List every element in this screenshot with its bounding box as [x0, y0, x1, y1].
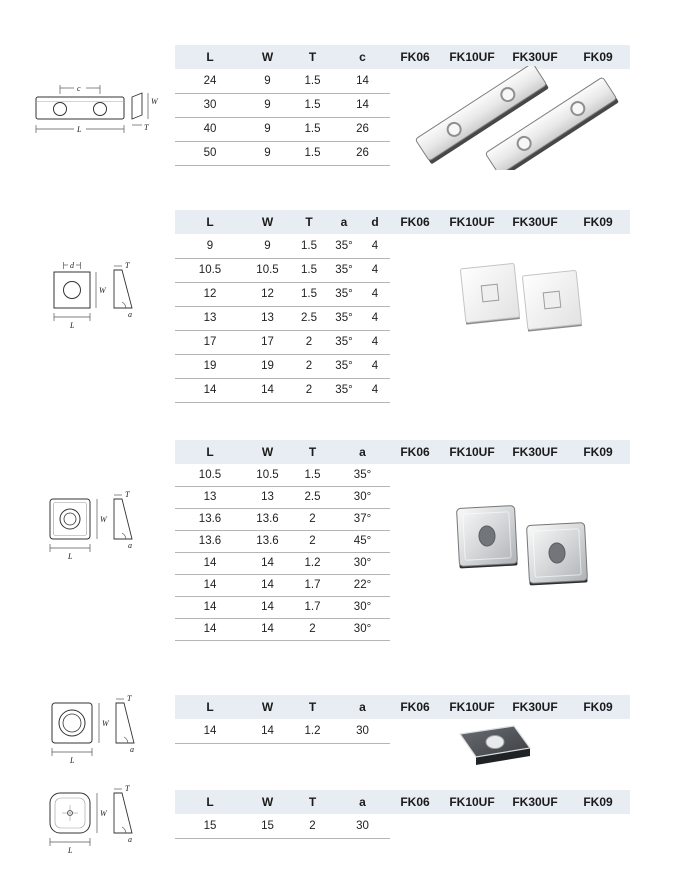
table-row	[175, 464, 630, 486]
grade-header: FK09	[566, 790, 630, 814]
dimension-cell: 12	[245, 282, 290, 306]
dimension-cell: 2	[290, 330, 328, 354]
grade-header: FK06	[390, 45, 440, 69]
dimension-cell: 2	[290, 508, 335, 530]
dim-label-d: d	[70, 261, 74, 270]
dimension-cell: 10.5	[245, 258, 290, 282]
row-spacer	[390, 814, 630, 838]
dim-label-t: T	[144, 123, 149, 132]
dimension-cell: 13	[175, 306, 245, 330]
grade-header: FK30UF	[504, 45, 566, 69]
dimension-cell: 26	[335, 117, 390, 141]
dimension-cell: 2.5	[290, 486, 335, 508]
dimension-cell: 1.2	[290, 719, 335, 743]
insert-drawing-square-large-bore	[46, 691, 146, 770]
technical-drawing-icon	[44, 781, 144, 855]
column-header: a	[335, 790, 390, 814]
dimension-cell: 4	[360, 378, 390, 402]
dimension-cell: 10.5	[175, 464, 245, 486]
product-photo-dark-insert	[452, 718, 547, 779]
dimension-cell: 1.5	[290, 141, 335, 165]
dim-label-t: T	[125, 490, 130, 499]
dimension-cell: 1.5	[290, 282, 328, 306]
dimension-cell: 14	[245, 574, 290, 596]
column-header: T	[290, 210, 328, 234]
dimension-cell: 9	[175, 234, 245, 258]
dimension-cell: 2	[290, 530, 335, 552]
dim-label-l: L	[68, 846, 73, 855]
dimension-cell: 37°	[335, 508, 390, 530]
dimension-cell: 13.6	[245, 508, 290, 530]
grade-header: FK06	[390, 210, 440, 234]
row-spacer	[390, 378, 630, 402]
dimension-cell: 30	[335, 814, 390, 838]
dimension-cell: 14	[175, 574, 245, 596]
grade-header: FK10UF	[440, 790, 504, 814]
dimension-cell: 9	[245, 93, 290, 117]
dim-label-l: L	[70, 756, 75, 765]
column-header: W	[245, 210, 290, 234]
column-header: c	[335, 45, 390, 69]
dimension-cell: 35°	[328, 234, 360, 258]
dimension-cell: 1.2	[290, 552, 335, 574]
column-header: L	[175, 790, 245, 814]
dimension-cell: 10.5	[245, 464, 290, 486]
dimension-cell: 4	[360, 258, 390, 282]
technical-drawing-icon	[30, 80, 164, 140]
product-photo-square-inserts	[448, 253, 603, 346]
dimension-cell: 35°	[328, 306, 360, 330]
dimension-cell: 24	[175, 69, 245, 93]
dim-label-l: L	[70, 321, 75, 330]
dimension-cell: 13.6	[245, 530, 290, 552]
column-header: T	[290, 790, 335, 814]
technical-drawing-icon	[48, 256, 148, 336]
dim-label-w: W	[151, 97, 158, 106]
dimension-cell: 9	[245, 234, 290, 258]
dimension-cell: 30°	[335, 596, 390, 618]
dimension-cell: 4	[360, 234, 390, 258]
column-header: W	[245, 695, 290, 719]
dimension-cell: 4	[360, 306, 390, 330]
dimension-cell: 1.7	[290, 596, 335, 618]
column-header: W	[245, 440, 290, 464]
column-header: W	[245, 790, 290, 814]
dimension-cell: 1.5	[290, 69, 335, 93]
grade-header: FK10UF	[440, 440, 504, 464]
dimension-cell: 13.6	[175, 508, 245, 530]
grade-header: FK10UF	[440, 210, 504, 234]
technical-drawing-icon	[44, 487, 144, 561]
table-row	[175, 719, 630, 743]
dimension-cell: 14	[175, 552, 245, 574]
dimension-cell: 45°	[335, 530, 390, 552]
dimension-cell: 30°	[335, 618, 390, 640]
grade-header: FK10UF	[440, 45, 504, 69]
table-header-row	[175, 210, 630, 234]
dim-label-c: c	[77, 84, 81, 93]
grade-header: FK30UF	[504, 695, 566, 719]
dim-label-w: W	[99, 286, 106, 295]
column-header: T	[290, 695, 335, 719]
dimension-cell: 2	[290, 618, 335, 640]
dimension-cell: 14	[245, 552, 290, 574]
dimension-cell: 13.6	[175, 530, 245, 552]
table-row	[175, 814, 630, 838]
column-header: a	[335, 440, 390, 464]
dimension-cell: 12	[175, 282, 245, 306]
grade-header: FK09	[566, 45, 630, 69]
dimension-cell: 2	[290, 814, 335, 838]
column-header: a	[335, 695, 390, 719]
dimension-cell: 1.5	[290, 234, 328, 258]
dim-label-l: L	[68, 552, 73, 561]
grade-header: FK06	[390, 790, 440, 814]
column-header: T	[290, 45, 335, 69]
dimension-cell: 30	[175, 93, 245, 117]
dimension-cell: 35°	[328, 354, 360, 378]
dimension-cell: 17	[245, 330, 290, 354]
dimension-cell: 35°	[328, 378, 360, 402]
dim-label-a: a	[128, 310, 132, 319]
dimension-cell: 4	[360, 282, 390, 306]
dimension-cell: 2	[290, 354, 328, 378]
dim-label-w: W	[102, 719, 109, 728]
dim-label-t: T	[127, 694, 132, 703]
dimension-cell: 10.5	[175, 258, 245, 282]
dimension-cell: 14	[175, 378, 245, 402]
dimension-cell: 1.7	[290, 574, 335, 596]
column-header: W	[245, 45, 290, 69]
column-header: d	[360, 210, 390, 234]
dimension-cell: 26	[335, 141, 390, 165]
column-header: a	[328, 210, 360, 234]
spec-table-square-radius-corner	[175, 790, 630, 839]
dimension-cell: 2.5	[290, 306, 328, 330]
table-header-row	[175, 790, 630, 814]
dimension-cell: 9	[245, 69, 290, 93]
dimension-cell: 14	[245, 719, 290, 743]
dim-label-a: a	[128, 835, 132, 844]
dimension-cell: 1.5	[290, 117, 335, 141]
dimension-cell: 9	[245, 141, 290, 165]
dimension-cell: 14	[175, 618, 245, 640]
dimension-cell: 35°	[335, 464, 390, 486]
dim-label-w: W	[100, 809, 107, 818]
dim-label-a: a	[130, 745, 134, 754]
dimension-cell: 14	[175, 719, 245, 743]
dimension-cell: 2	[290, 378, 328, 402]
dimension-cell: 50	[175, 141, 245, 165]
column-header: L	[175, 45, 245, 69]
dim-label-t: T	[125, 261, 130, 270]
dimension-cell: 35°	[328, 330, 360, 354]
column-header: L	[175, 695, 245, 719]
table-row	[175, 354, 630, 378]
table-header-row	[175, 440, 630, 464]
dimension-cell: 9	[245, 117, 290, 141]
grade-header: FK10UF	[440, 695, 504, 719]
grade-header: FK09	[566, 695, 630, 719]
dimension-cell: 15	[245, 814, 290, 838]
row-spacer	[390, 618, 630, 640]
dimension-cell: 17	[175, 330, 245, 354]
dim-label-w: W	[100, 515, 107, 524]
product-photo-metal-square-inserts	[433, 496, 608, 603]
dimension-cell: 14	[175, 596, 245, 618]
dimension-cell: 19	[175, 354, 245, 378]
square-inserts-photo-icon	[448, 253, 603, 341]
grade-header: FK06	[390, 440, 440, 464]
grade-header: FK09	[566, 440, 630, 464]
grade-header: FK09	[566, 210, 630, 234]
dimension-cell: 4	[360, 354, 390, 378]
row-spacer	[390, 464, 630, 486]
dimension-cell: 14	[245, 618, 290, 640]
dimension-cell: 14	[245, 378, 290, 402]
rectangular-inserts-photo-icon	[395, 66, 625, 170]
row-spacer	[390, 354, 630, 378]
grade-header: FK30UF	[504, 210, 566, 234]
dimension-cell: 30°	[335, 552, 390, 574]
dimension-cell: 4	[360, 330, 390, 354]
dimension-cell: 30°	[335, 486, 390, 508]
technical-drawing-icon	[46, 691, 146, 765]
dim-label-a: a	[128, 541, 132, 550]
dimension-cell: 35°	[328, 258, 360, 282]
dimension-cell: 22°	[335, 574, 390, 596]
dimension-cell: 30	[335, 719, 390, 743]
dimension-cell: 13	[245, 486, 290, 508]
column-header: L	[175, 210, 245, 234]
metal-square-inserts-photo-icon	[433, 496, 608, 598]
grade-header: FK30UF	[504, 790, 566, 814]
dimension-cell: 1.5	[290, 464, 335, 486]
insert-drawing-square-bore	[48, 256, 148, 341]
dim-label-l: L	[77, 125, 82, 134]
dimension-cell: 14	[335, 69, 390, 93]
dimension-cell: 19	[245, 354, 290, 378]
grade-header: FK06	[390, 695, 440, 719]
insert-drawing-square-countersunk	[44, 487, 144, 566]
dimension-cell: 13	[245, 306, 290, 330]
insert-drawing-rectangular	[30, 80, 164, 145]
column-header: L	[175, 440, 245, 464]
table-header-row	[175, 695, 630, 719]
grade-header: FK30UF	[504, 440, 566, 464]
insert-drawing-square-radius-corner	[44, 781, 144, 860]
dim-label-t: T	[125, 784, 130, 793]
dimension-cell: 15	[175, 814, 245, 838]
dimension-cell: 13	[175, 486, 245, 508]
dimension-cell: 14	[335, 93, 390, 117]
spec-table-square-large-bore	[175, 695, 630, 744]
dimension-cell: 1.5	[290, 258, 328, 282]
dark-insert-photo-icon	[452, 718, 547, 774]
dimension-cell: 35°	[328, 282, 360, 306]
dimension-cell: 1.5	[290, 93, 335, 117]
column-header: T	[290, 440, 335, 464]
table-row	[175, 618, 630, 640]
dimension-cell: 40	[175, 117, 245, 141]
table-row	[175, 378, 630, 402]
dimension-cell: 14	[245, 596, 290, 618]
product-photo-rectangular-inserts	[395, 66, 625, 175]
